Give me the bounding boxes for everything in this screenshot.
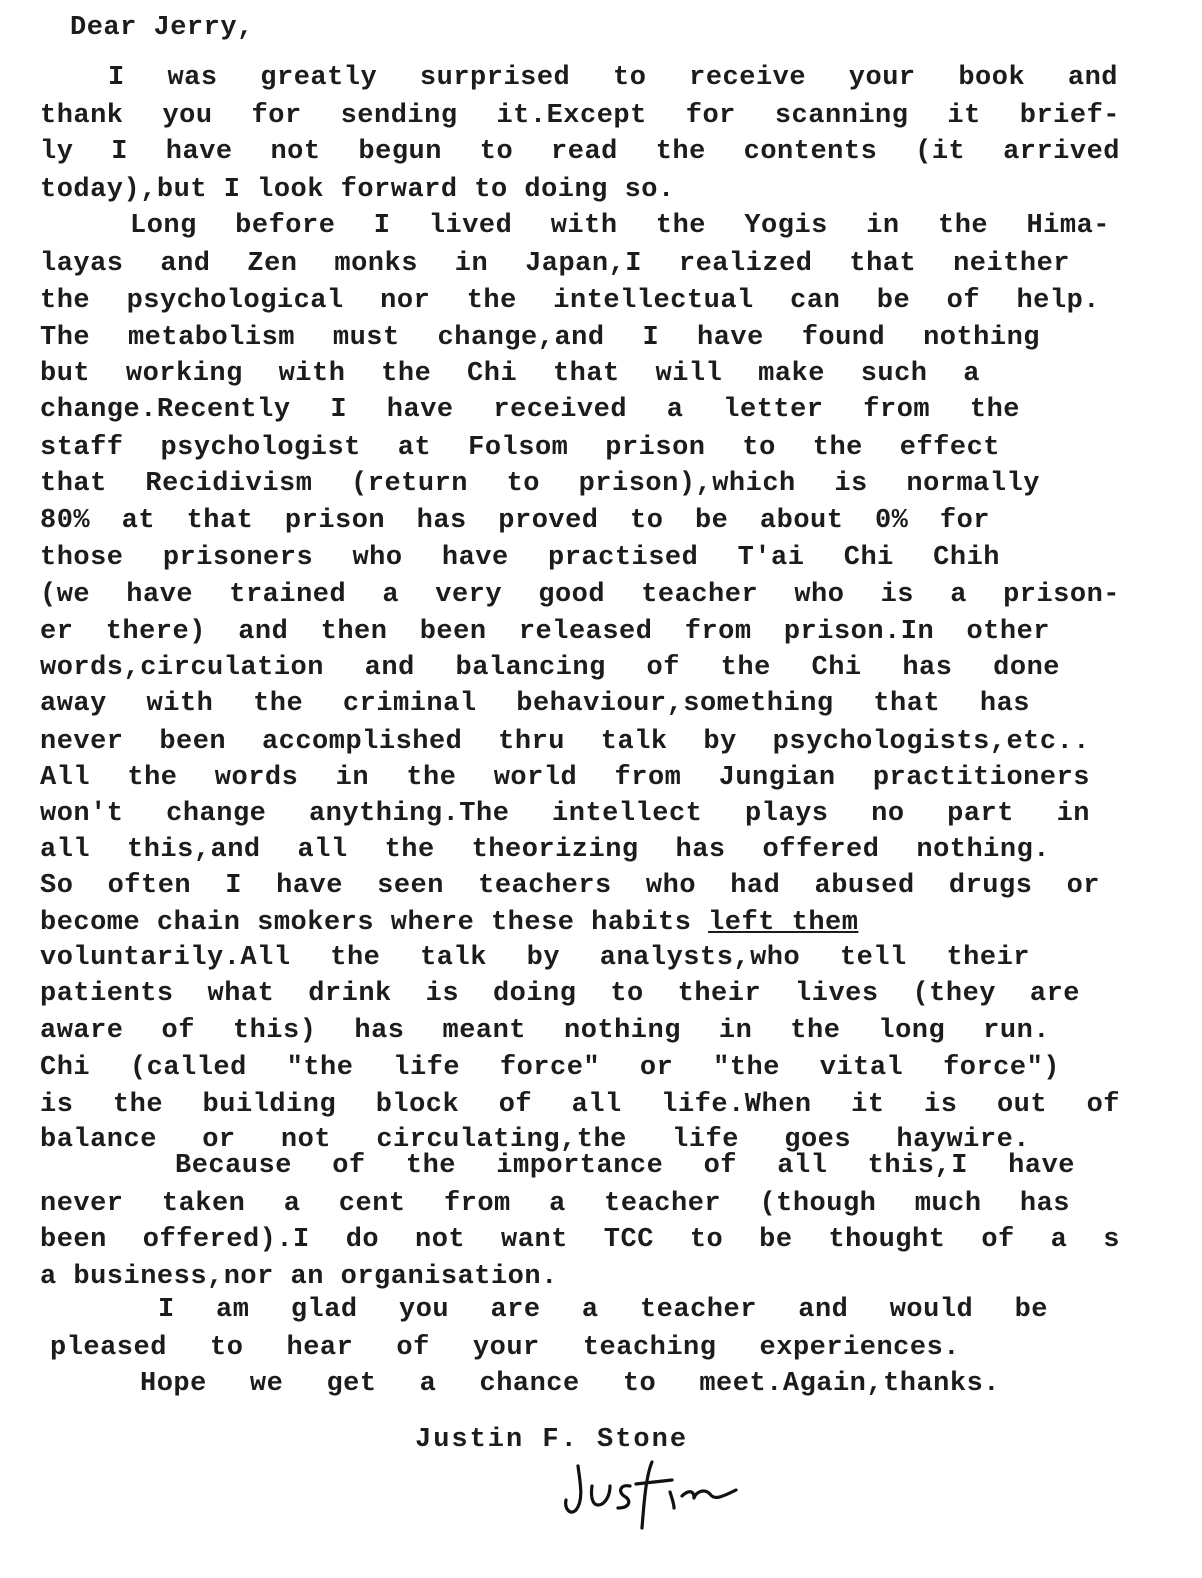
letter-line-6: layas and Zen monks in Japan,I realized that neither bbox=[40, 249, 1070, 279]
handwritten-signature bbox=[560, 1452, 750, 1532]
letter-line-23: So often I have seen teachers who had abused drugs or bbox=[40, 871, 1100, 901]
letter-line-5: Long before I lived with the Yogis in the Hima- bbox=[130, 211, 1110, 241]
letter-line-25: voluntarily.All the talk by analysts,who tell their bbox=[40, 943, 1030, 973]
letter-line-35: I am glad you are a teacher and would be bbox=[158, 1295, 1048, 1325]
letter-line-10: change.Recently I have received a letter from the bbox=[40, 395, 1020, 425]
letter-line-27: aware of this) has meant nothing in the long run. bbox=[40, 1016, 1050, 1046]
letter-line-4: today),but I look forward to doing so. bbox=[40, 175, 675, 205]
letter-line-30: balance or not circulating,the life goes haywire. bbox=[40, 1125, 1030, 1155]
salutation: Dear Jerry, bbox=[70, 13, 254, 43]
letter-line-11: staff psychologist at Folsom prison to the effect bbox=[40, 433, 1000, 463]
letter-line-21: won't change anything.The intellect plays no part in bbox=[40, 799, 1090, 829]
letter-line-7: the psychological nor the intellectual can be of help. bbox=[40, 286, 1100, 316]
letter-line-24 bbox=[40, 905, 858, 941]
letter-line-31: Because of the importance of all this,I have bbox=[175, 1151, 1075, 1181]
letter-line-17: words,circulation and balancing of the Chi has done bbox=[40, 653, 1060, 683]
letter-line-12: that Recidivism (return to prison),which is normally bbox=[40, 469, 1040, 499]
letter-line-26: patients what drink is doing to their lives (they are bbox=[40, 979, 1080, 1009]
letter-line-29: is the building block of all life.When it is out of bbox=[40, 1090, 1120, 1120]
signer-name: Justin F. Stone bbox=[415, 1425, 689, 1455]
letter-line-32: never taken a cent from a teacher (though much has bbox=[40, 1189, 1070, 1219]
letter-line-9: but working with the Chi that will make such a bbox=[40, 359, 980, 389]
letter-line-20: All the words in the world from Jungian practitioners bbox=[40, 763, 1090, 793]
letter-line-36: pleased to hear of your teaching experiences. bbox=[50, 1333, 960, 1363]
letter-line-28: Chi (called "the life force" or "the vital force") bbox=[40, 1053, 1060, 1083]
letter-line-13: 80% at that prison has proved to be about 0% for bbox=[40, 506, 990, 536]
letter-line-8: The metabolism must change,and I have found nothing bbox=[40, 323, 1040, 353]
letter-line-33: been offered).I do not want TCC to be thought of a s bbox=[40, 1225, 1120, 1255]
letter-line-24-text: become chain smokers where these habits bbox=[40, 908, 709, 938]
letter-line-2: thank you for sending it.Except for scanning it brief- bbox=[40, 101, 1120, 131]
letter-line-19: never been accomplished thru talk by psychologists,etc.. bbox=[40, 727, 1090, 757]
letter-line-18: away with the criminal behaviour,something that has bbox=[40, 689, 1030, 719]
letter-line-37: Hope we get a chance to meet.Again,thanks. bbox=[140, 1369, 1000, 1399]
letter-line-34: a business,nor an organisation. bbox=[40, 1262, 558, 1292]
underlined-phrase: left them bbox=[708, 908, 859, 938]
letter-line-3: ly I have not begun to read the contents (it arrived bbox=[40, 137, 1120, 167]
letter-line-22: all this,and all the theorizing has offered nothing. bbox=[40, 835, 1050, 865]
letter-line-16: er there) and then been released from prison.In other bbox=[40, 617, 1050, 647]
letter-line-14: those prisoners who have practised T'ai Chi Chih bbox=[40, 543, 1000, 573]
letter-line-1: I was greatly surprised to receive your book and bbox=[108, 63, 1118, 93]
letter-line-15: (we have trained a very good teacher who is a prison- bbox=[40, 580, 1120, 610]
